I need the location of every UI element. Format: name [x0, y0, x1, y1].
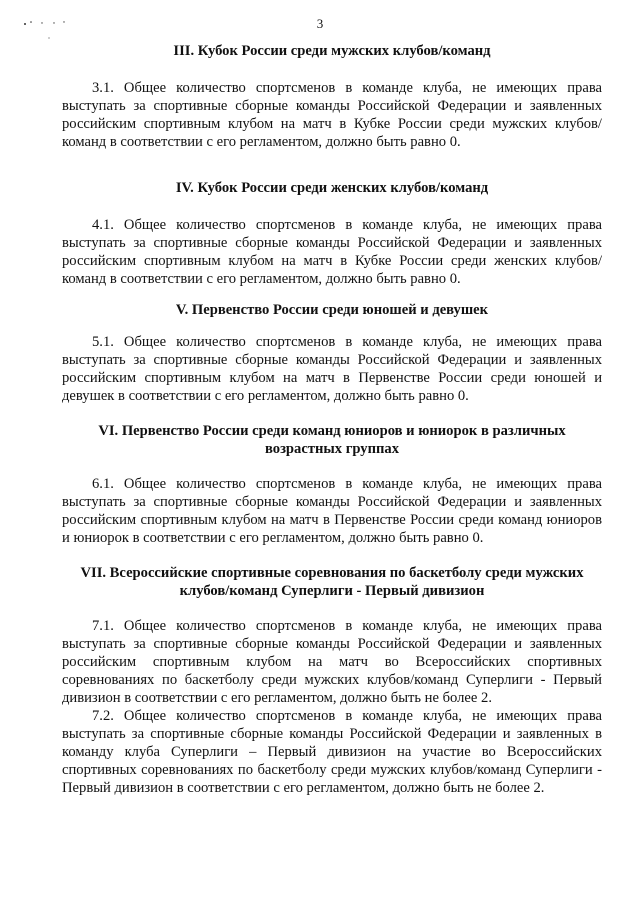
paragraph-7-1: 7.1. Общее количество спортсменов в команде клуба, не имеющих права выступать за спортивные сборные команды Российской Федерации и заявленных российским спортивным клубом на матч во Всероссийских спортивных соревнованиях по баскетболу среди мужских клубов/команд Суперлиги - Первый дивизион в соответствии с его регламентом, должно быть не более 2.: [62, 618, 602, 706]
paragraph-5-1: 5.1. Общее количество спортсменов в команде клуба, не имеющих права выступать за спортивные сборные команды Российской Федерации и заявленных российским спортивным клубом на матч в Первенстве России среди юношей и девушек в соответствии с его регламентом, должно быть равно 0.: [62, 334, 602, 404]
section-vi: [62, 422, 602, 547]
document-body: [62, 42, 602, 797]
section-v: [62, 301, 602, 405]
section-heading: VI. Первенство России среди команд юниоров и юниорок в различных возрастных группах: [98, 423, 566, 457]
paragraph-6-1: 6.1. Общее количество спортсменов в команде клуба, не имеющих права выступать за спортивные сборные команды Российской Федерации и заявленных российским спортивным клубом на матч в Первенстве России среди команд юниоров и юниорок в соответствии с его регламентом, должно быть равно 0.: [62, 476, 602, 546]
section-iv: [62, 179, 602, 288]
section-heading: VII. Всероссийские спортивные соревнования по баскетболу среди мужских клубов/команд Суперлиги - Первый дивизион: [80, 565, 584, 599]
section-heading: IV. Кубок России среди женских клубов/команд: [175, 180, 489, 196]
section-heading: V. Первенство России среди юношей и девушек: [175, 302, 489, 318]
paragraph-4-1: 4.1. Общее количество спортсменов в команде клуба, не имеющих права выступать за спортивные сборные команды Российской Федерации и заявленных российским спортивным клубом на матч в Кубке России среди женских клубов/команд в соответствии с его регламентом, должно быть равно 0.: [62, 217, 602, 287]
paragraph-3-1: 3.1. Общее количество спортсменов в команде клуба, не имеющих права выступать за спортивные сборные команды Российской Федерации и заявленных российским спортивным клубом на матч в Кубке России среди мужских клубов/команд в соответствии с его регламентом, должно быть равно 0.: [62, 80, 602, 150]
section-iii: [62, 42, 602, 151]
section-vii: [62, 564, 602, 797]
section-heading: III. Кубок России среди мужских клубов/команд: [173, 43, 491, 59]
paragraph-7-2: 7.2. Общее количество спортсменов в команде клуба, не имеющих права выступать за спортивные сборные команды Российской Федерации и заявленных в команду клуба Суперлиги – Первый дивизион на участие во Всероссийских спортивных соревнованиях по баскетболу среди мужских клубов/команд Суперлиги - Первый дивизион в соответствии с его регламентом, должно быть не более 2.: [62, 708, 602, 796]
page-number: 3: [316, 16, 324, 31]
